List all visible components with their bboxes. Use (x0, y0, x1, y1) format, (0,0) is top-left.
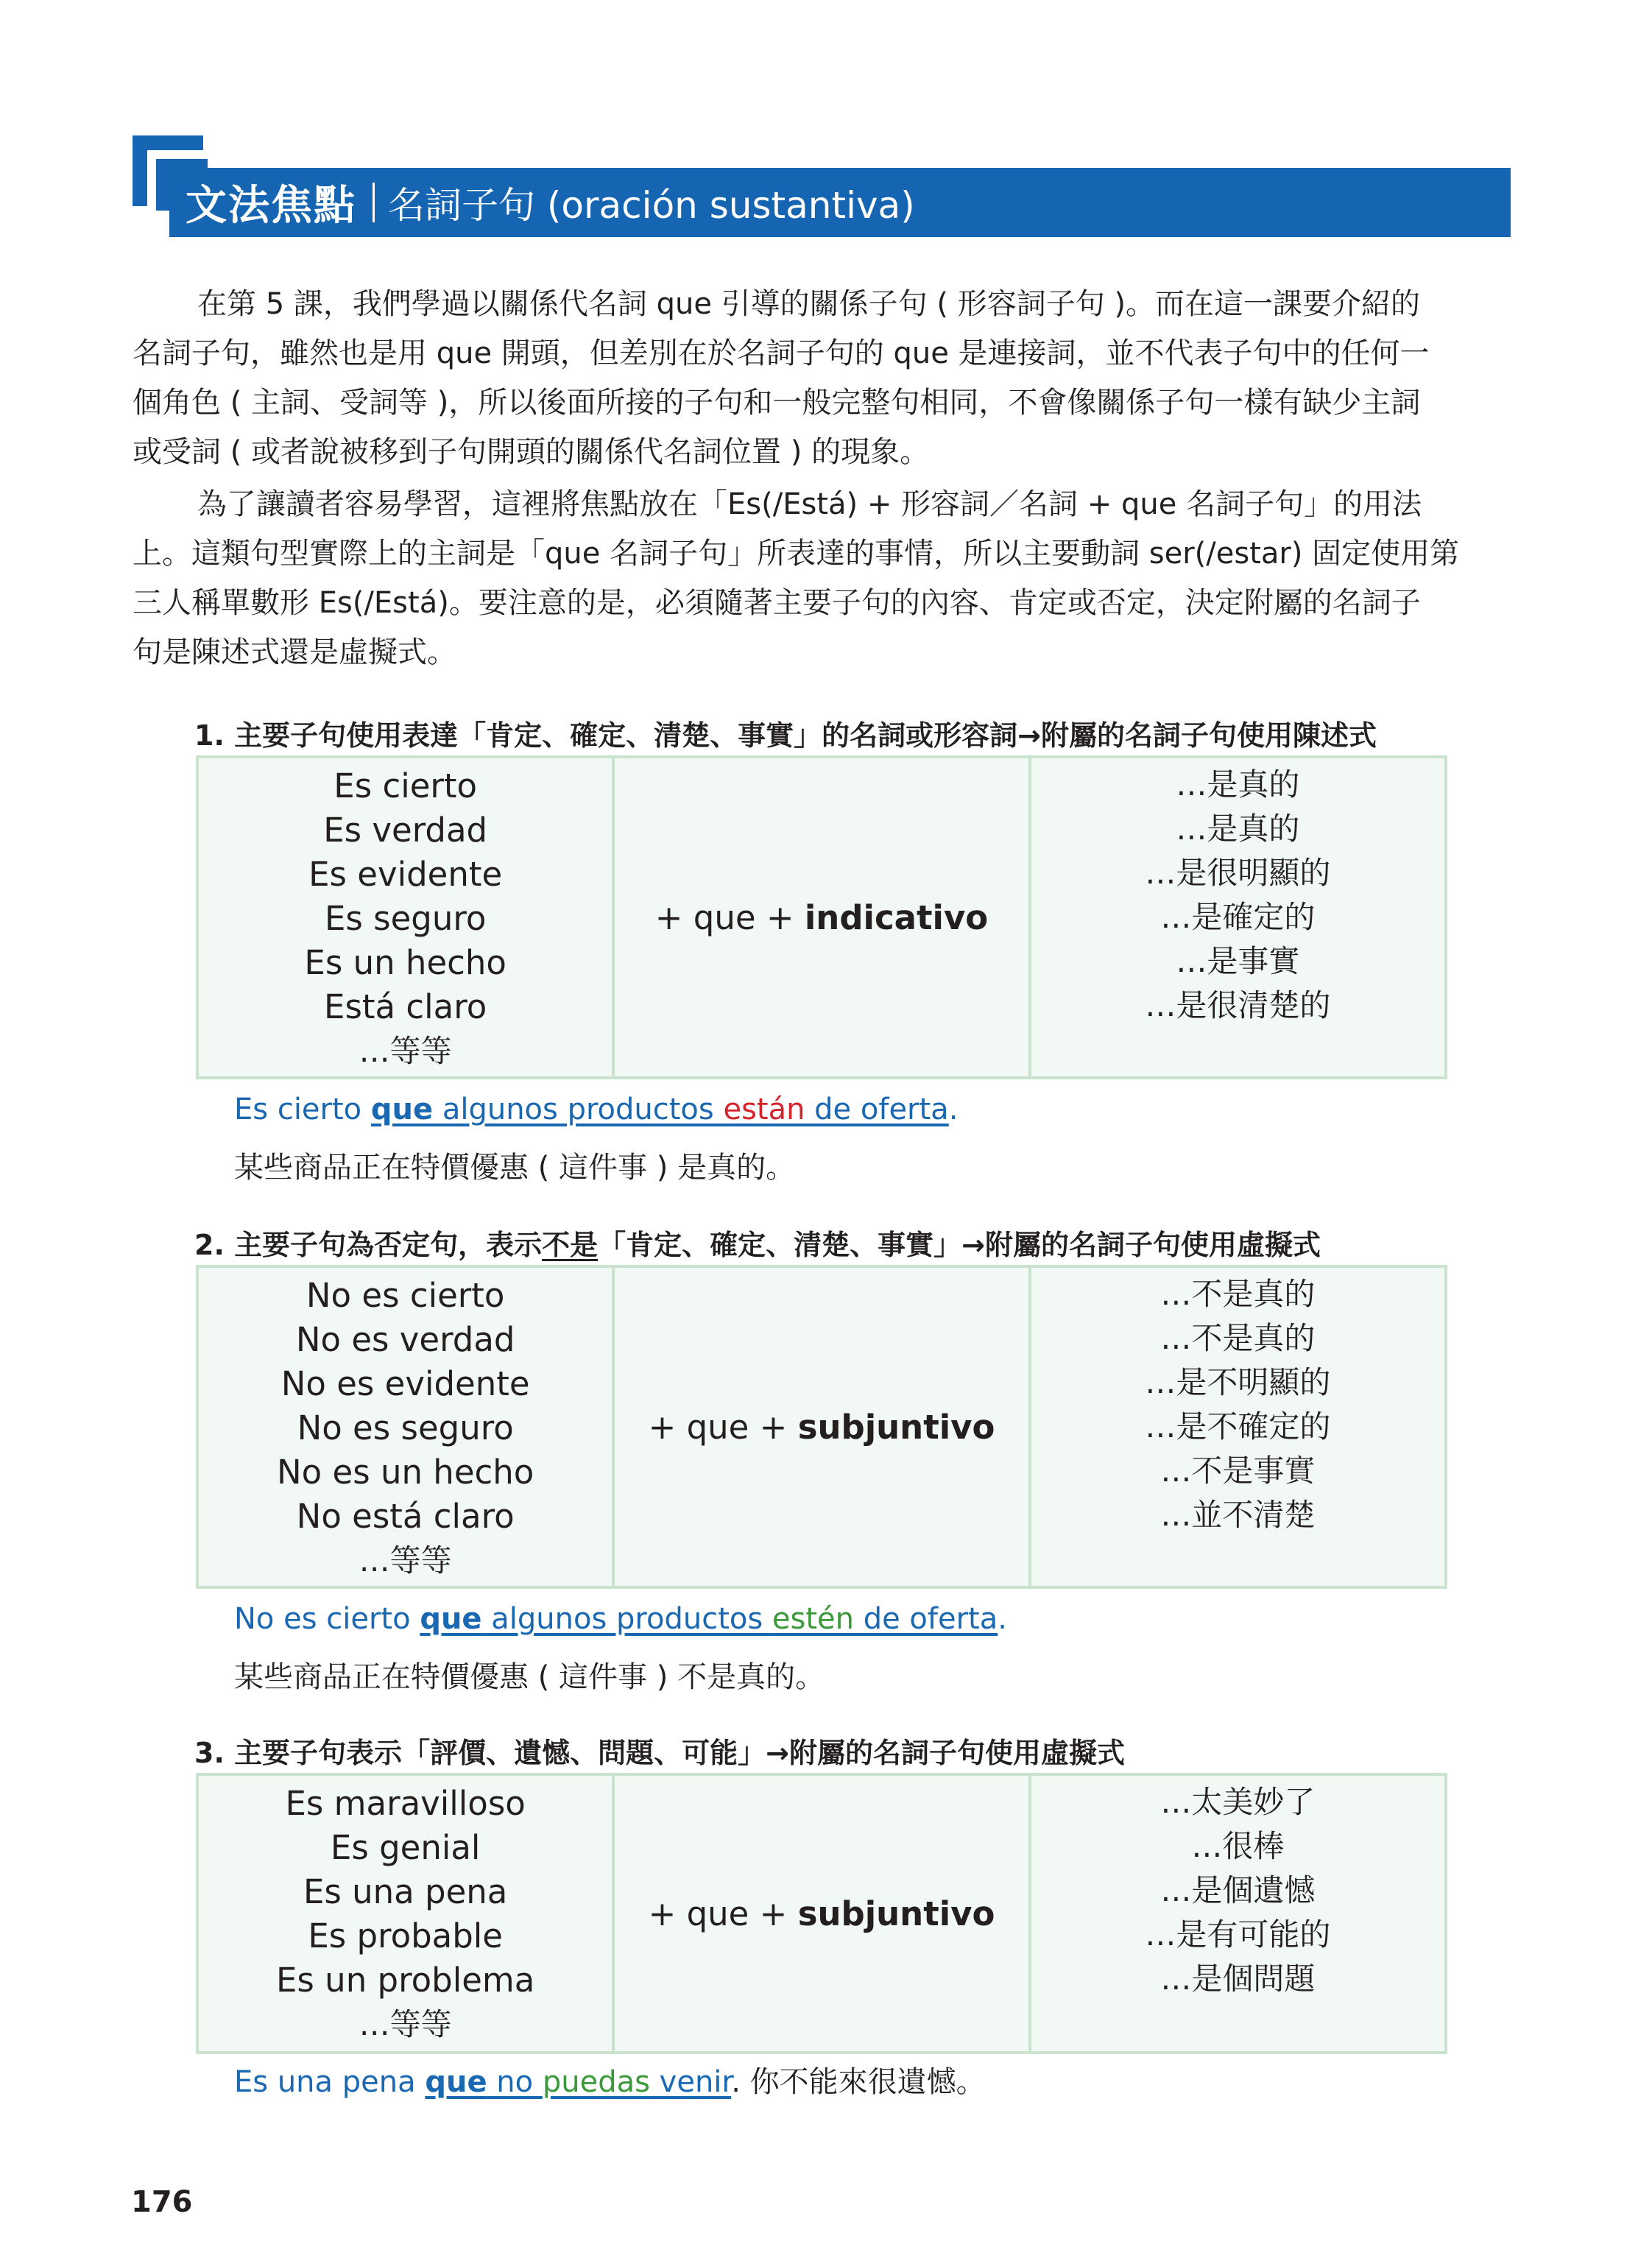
section-2-table (196, 1265, 1447, 1589)
example-translation: 你不能來很遺憾。 (749, 2065, 986, 2099)
intro-paragraph-2 (133, 480, 1511, 677)
expression-etc: …等等 (359, 2006, 452, 2042)
section-1-example (234, 1093, 958, 1126)
intro-paragraph-1 (133, 280, 1511, 477)
expression-item: Está claro (324, 987, 487, 1026)
intro-line: 上。這類句型實際上的主詞是「que 名詞子句」所表達的事情，所以主要動詞 ser(/estar) 固定使用第 (133, 537, 1460, 571)
banner-title: 文法焦點 (186, 182, 356, 230)
example-part: algunos productos (481, 1602, 772, 1636)
heading-underlined: 不是 (542, 1229, 599, 1261)
section-2-translation: 某些商品正在特價優惠 ( 這件事 ) 不是真的。 (234, 1660, 825, 1694)
meaning-item: …是很明顯的 (1145, 855, 1331, 891)
formula-mood: subjuntivo (797, 1894, 995, 1933)
example-verb: estén (772, 1602, 854, 1636)
expression-item: Es maravilloso (285, 1784, 526, 1823)
expression-item: No está claro (296, 1497, 515, 1536)
intro-line: 句是陳述式還是虛擬式。 (133, 635, 456, 669)
expression-item: Es un hecho (304, 943, 506, 982)
meaning-item: …是真的 (1176, 766, 1300, 803)
formula-prefix: + que + (648, 1407, 788, 1447)
formula-column (612, 1776, 1028, 2051)
expression-item: Es una pena (303, 1872, 508, 1911)
example-clause (425, 2065, 731, 2099)
section-3-heading: 3. 主要子句表示「評價、遺憾、問題、可能」→附屬的名詞子句使用虛擬式 (194, 1737, 1125, 1769)
formula-column (612, 758, 1028, 1076)
meaning-item: …是有可能的 (1145, 1916, 1331, 1953)
intro-line: 或受詞 ( 或者說被移到子句開頭的關係代名詞位置 ) 的現象。 (133, 435, 930, 469)
example-end: . (948, 1093, 959, 1126)
meaning-item: …不是事實 (1160, 1453, 1316, 1489)
expression-etc: …等等 (359, 1542, 452, 1579)
expression-column (199, 1268, 612, 1586)
intro-line: 為了讓讀者容易學習，這裡將焦點放在「Es(/Está) + 形容詞／名詞 + que 名詞子句」的用法 (197, 487, 1422, 521)
meaning-item: …太美妙了 (1160, 1784, 1316, 1820)
intro-line: 名詞子句，雖然也是用 que 開頭，但差別在於名詞子句的 que 是連接詞，並不代表子句中的任何一 (133, 336, 1430, 370)
expression-item: No es un hecho (277, 1453, 534, 1492)
expression-item: Es genial (330, 1828, 481, 1867)
meaning-item: …是不明顯的 (1145, 1364, 1331, 1400)
example-clause (420, 1602, 998, 1636)
formula-mood: indicativo (804, 897, 989, 937)
meaning-item: …是很清楚的 (1145, 987, 1331, 1023)
section-1-table (196, 755, 1447, 1079)
example-part: venir (649, 2065, 732, 2099)
expression-item: Es evidente (308, 855, 503, 894)
example-verb: puedas (542, 2065, 650, 2099)
expression-item: No es verdad (295, 1320, 515, 1359)
expression-item: No es evidente (280, 1364, 530, 1403)
meaning-item: …並不清楚 (1160, 1497, 1316, 1533)
section-2-heading (194, 1222, 1321, 1263)
section-1-heading: 1. 主要子句使用表達「肯定、確定、清楚、事實」的名詞或形容詞→附屬的名詞子句使用陳述式 (194, 719, 1377, 752)
example-part: de oferta (854, 1602, 998, 1636)
banner-divider (373, 183, 375, 222)
example-que: que (420, 1602, 482, 1636)
meaning-item: …是事實 (1176, 943, 1300, 979)
section-2-example (234, 1602, 1007, 1636)
example-part: Es cierto (234, 1093, 371, 1126)
example-end: . (731, 2065, 750, 2099)
intro-line: 在第 5 課，我們學過以關係代名詞 que 引導的關係子句 ( 形容詞子句 )。而在這一課要介紹的 (197, 287, 1421, 321)
banner-subtitle: 名詞子句 (oración sustantiva) (388, 184, 915, 227)
meaning-item: …是不確定的 (1145, 1408, 1331, 1445)
example-part: algunos productos (433, 1093, 724, 1126)
meaning-column (1028, 1776, 1444, 2051)
meaning-item: …很棒 (1191, 1828, 1285, 1864)
meaning-item: …不是真的 (1160, 1320, 1316, 1356)
expression-item: Es un problema (276, 1961, 535, 2000)
meaning-column (1028, 758, 1444, 1076)
meaning-column (1028, 1268, 1444, 1586)
section-1-translation: 某些商品正在特價優惠 ( 這件事 ) 是真的。 (234, 1151, 796, 1185)
expression-item: Es seguro (324, 899, 487, 938)
expression-item: Es cierto (333, 766, 478, 805)
meaning-item: …是真的 (1176, 811, 1300, 847)
expression-etc: …等等 (359, 1033, 452, 1069)
formula-prefix: + que + (654, 897, 794, 937)
meaning-item: …是確定的 (1160, 899, 1316, 935)
intro-line: 三人稱單數形 Es(/Está)。要注意的是，必須隨著主要子句的內容、肯定或否定，決定附屬的名詞子 (133, 586, 1421, 620)
example-clause (371, 1093, 949, 1126)
formula (655, 898, 988, 937)
page-number: 176 (131, 2185, 193, 2219)
heading-part: 「肯定、確定、清楚、事實」→附屬的名詞子句使用虛擬式 (598, 1229, 1321, 1261)
example-part: Es una pena (234, 2065, 426, 2099)
formula (649, 1408, 995, 1447)
example-que: que (425, 2065, 487, 2099)
expression-item: Es verdad (323, 811, 488, 850)
meaning-item: …是個問題 (1160, 1961, 1316, 1997)
formula-prefix: + que + (648, 1894, 788, 1933)
formula-column (612, 1268, 1028, 1586)
expression-column (199, 1776, 612, 2051)
example-part: no (487, 2065, 543, 2099)
formula-mood: subjuntivo (797, 1407, 995, 1447)
expression-item: No es cierto (306, 1276, 505, 1315)
expression-item: No es seguro (297, 1408, 514, 1447)
example-verb: están (723, 1093, 805, 1126)
section-3-example (234, 2059, 986, 2100)
example-end: . (998, 1602, 1007, 1636)
formula (649, 1894, 995, 1933)
example-part: No es cierto (234, 1602, 420, 1636)
intro-line: 個角色 ( 主詞、受詞等 )，所以後面所接的子句和一般完整句相同，不會像關係子句一樣有缺少主詞 (133, 386, 1421, 420)
expression-item: Es probable (308, 1916, 503, 1955)
meaning-item: …不是真的 (1160, 1276, 1316, 1312)
expression-column (199, 758, 612, 1076)
meaning-item: …是個遺憾 (1160, 1872, 1316, 1908)
section-banner (169, 168, 1511, 237)
example-que: que (370, 1093, 434, 1126)
section-3-table (196, 1773, 1447, 2054)
heading-part: 2. 主要子句為否定句，表示 (194, 1229, 543, 1261)
example-part: de oferta (805, 1093, 949, 1126)
